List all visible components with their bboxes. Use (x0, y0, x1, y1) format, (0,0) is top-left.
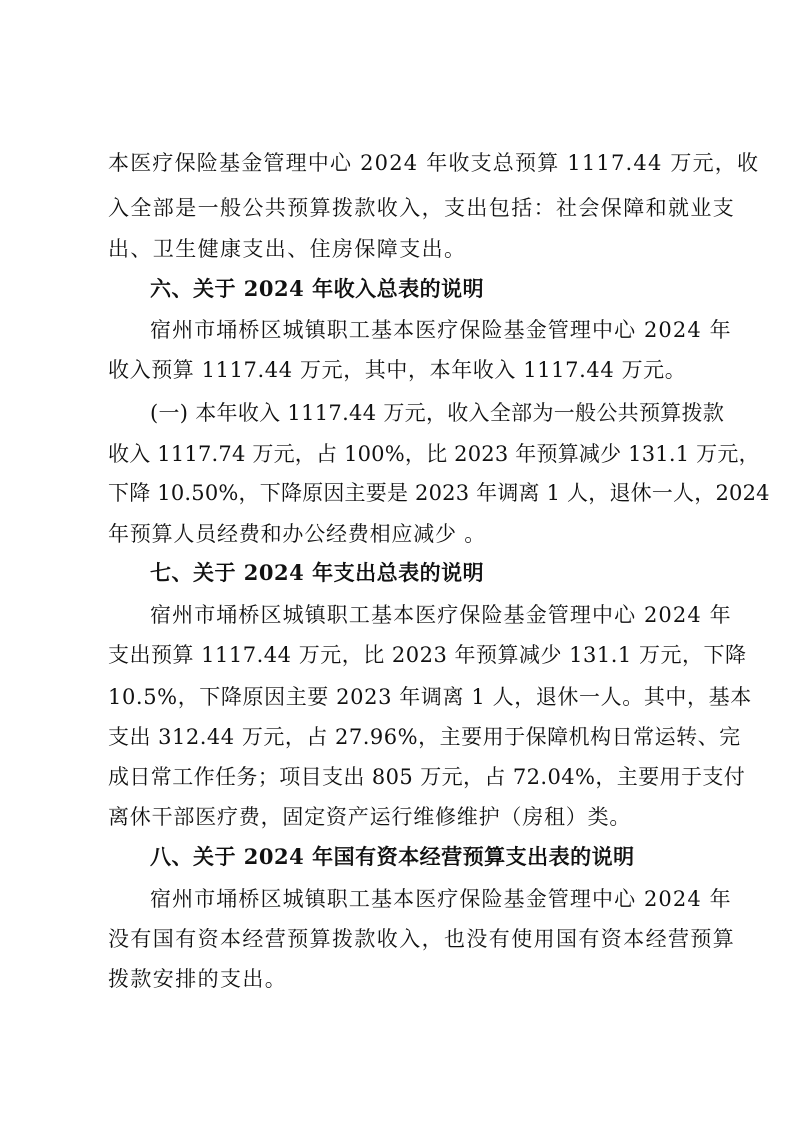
paragraph-line: (一) 本年收入 1117.44 万元，收入全部为一般公共预算拨款 (150, 401, 725, 425)
paragraph-line: 宿州市埇桥区城镇职工基本医疗保险基金管理中心 2024 年 (150, 318, 732, 342)
paragraph-line: 支出 312.44 万元，占 27.96%，主要用于保障机构日常运转、完 (108, 725, 741, 749)
paragraph-line: 下降 10.50%，下降原因主要是 2023 年调离 1 人，退休一人，2024 (108, 481, 770, 505)
paragraph-line: 没有国有资本经营预算拨款收入，也没有使用国有资本经营预算 (108, 927, 736, 951)
section-heading-seven: 七、关于 2024 年支出总表的说明 (150, 560, 485, 585)
paragraph-line: 10.5%，下降原因主要 2023 年调离 1 人，退休一人。其中，基本 (108, 685, 752, 709)
paragraph-line: 离休干部医疗费，固定资产运行维修维护（房租）类。 (108, 805, 632, 829)
paragraph-line: 成日常工作任务；项目支出 805 万元，占 72.04%，主要用于支付 (108, 765, 746, 789)
paragraph-line: 收入预算 1117.44 万元，其中，本年收入 1117.44 万元。 (108, 358, 687, 382)
paragraph-line: 宿州市埇桥区城镇职工基本医疗保险基金管理中心 2024 年 (150, 887, 732, 911)
paragraph-line: 收入 1117.74 万元，占 100%，比 2023 年预算减少 131.1 万元， (108, 442, 760, 466)
paragraph-line: 入全部是一般公共预算拨款收入，支出包括：社会保障和就业支 (108, 196, 736, 220)
section-heading-six: 六、关于 2024 年收入总表的说明 (150, 276, 485, 301)
paragraph-line: 出、卫生健康支出、住房保障支出。 (108, 237, 467, 261)
paragraph-line: 年预算人员经费和办公经费相应减少 。 (108, 522, 487, 546)
section-heading-eight: 八、关于 2024 年国有资本经营预算支出表的说明 (150, 844, 635, 869)
paragraph-line: 支出预算 1117.44 万元，比 2023 年预算减少 131.1 万元，下降 (108, 643, 747, 667)
paragraph-line: 宿州市埇桥区城镇职工基本医疗保险基金管理中心 2024 年 (150, 603, 732, 627)
paragraph-line: 本医疗保险基金管理中心 2024 年收支总预算 1117.44 万元，收 (108, 151, 760, 175)
paragraph-line: 拨款安排的支出。 (108, 967, 288, 991)
